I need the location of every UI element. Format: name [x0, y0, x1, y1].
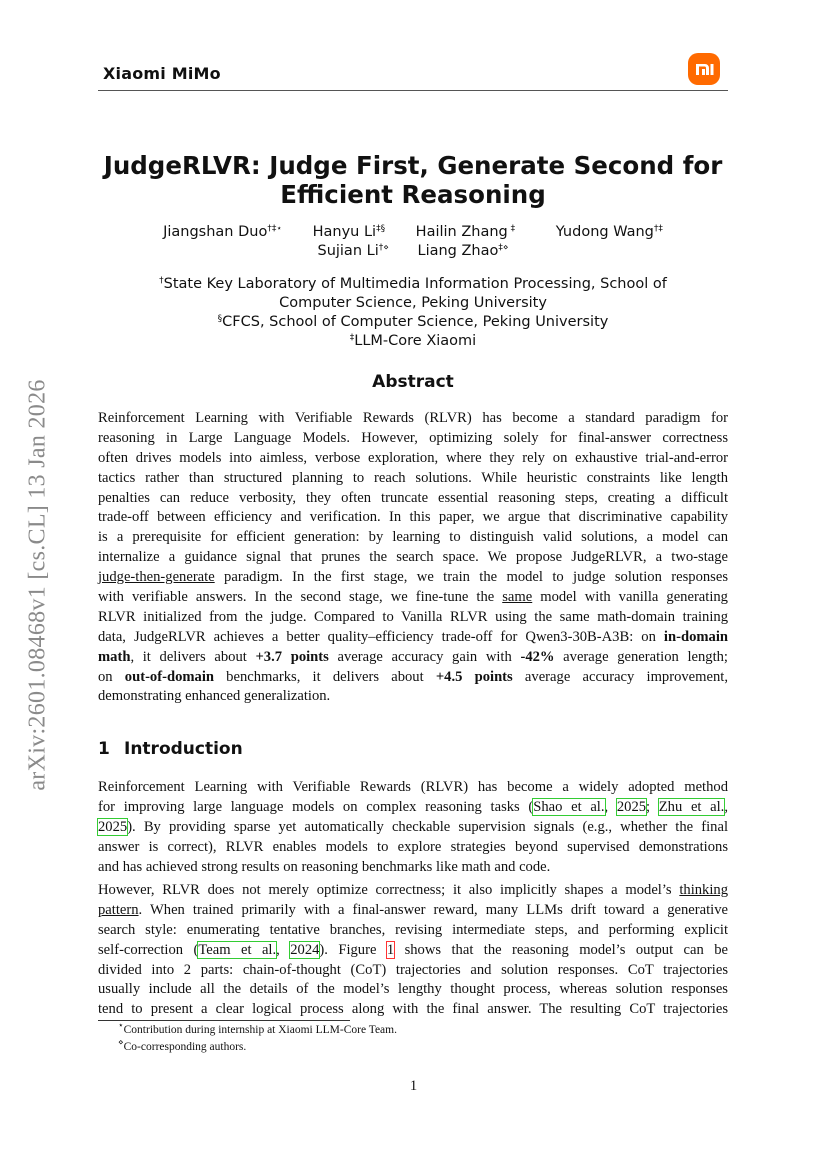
- section-heading: 1 Introduction: [98, 739, 243, 759]
- intro-paragraph-1: Reinforcement Learning with Verifiable Rewards (RLVR) has become a widely adopted method for improving large language models on complex reasoning tasks (Shao et al., 2025; Zhu et al., 2025). By providing sparse yet automatically checkable supervision signals (e.g., whether the final answer is correct), RLVR enables models to explore strategies beyond supervised demonstrations and has achieved strong results on reasoning benchmarks like math and code.: [98, 779, 728, 875]
- author: Sujian Li†⋄: [317, 243, 389, 259]
- author: Jiangshan Duo†‡⋆: [163, 224, 282, 240]
- intro-paragraph-2: However, RLVR does not merely optimize correctness; it also implicitly shapes a model’s thinking pattern. When trained primarily with a final-answer reward, many LLMs drift toward a generative search style: enumerating tentative branches, revising intermediate steps, and performing explicit self-correction (Team et al., 2024). Figure 1 shows that the reasoning model’s output can be divided into 2 parts: chain-of-thought (CoT) trajectories and solution responses. CoT trajectories usually include all the details of the model’s lengthy thought process, whereas solution responses tend to present a clear logical process along with the final answer. The resulting CoT trajectories: [98, 882, 728, 1018]
- page-number: 1: [409, 1078, 418, 1094]
- affiliation: ‡LLM-Core Xiaomi: [349, 333, 477, 349]
- citation-link[interactable]: Team et al.: [198, 941, 277, 958]
- author-row: [98, 243, 728, 259]
- figure-link[interactable]: 1: [386, 941, 395, 958]
- xiaomi-logo-icon: [688, 53, 720, 85]
- brand-name: Xiaomi MiMo: [103, 64, 221, 83]
- author: Liang Zhao‡⋄: [417, 243, 509, 259]
- citation-link[interactable]: Zhu et al.: [658, 798, 725, 815]
- citation-link[interactable]: Shao et al.: [533, 798, 605, 815]
- author-row: [98, 224, 728, 240]
- footnote-divider: [98, 1020, 350, 1021]
- author: Hanyu Li‡§: [312, 224, 386, 240]
- citation-link[interactable]: 2025: [616, 798, 647, 815]
- paper-title: [98, 151, 728, 209]
- abstract-heading: Abstract: [372, 372, 454, 392]
- citation-link[interactable]: 2024: [290, 941, 320, 958]
- author: Yudong Wang†‡: [555, 224, 663, 240]
- title-line: JudgeRLVR: Judge First, Generate Second for: [103, 151, 723, 180]
- arxiv-identifier: arXiv:2601.08468v1 [cs.CL] 13 Jan 2026: [24, 379, 51, 791]
- footnote: ⋄Co-corresponding authors.: [118, 1037, 247, 1053]
- affiliation: †State Key Laboratory of Multimedia Information Processing, School of Computer Science, Peking University: [159, 276, 667, 311]
- footnote: ⋆Contribution during internship at Xiaomi LLM-Core Team.: [118, 1020, 397, 1036]
- affiliation: §CFCS, School of Computer Science, Peking University: [217, 314, 609, 330]
- title-line: Efficient Reasoning: [280, 180, 546, 209]
- abstract-text: Reinforcement Learning with Verifiable Rewards (RLVR) has become a standard paradigm for reasoning in Large Language Models. However, optimizing solely for final-answer correctness often drives models into aimless, verbose exploration, where they rely on exhaustive trial-and-error tactics rather than structured planning to reach solutions. While heuristic constraints like length penalties can reduce verbosity, they often truncate essential reasoning steps, creating a difficult trade-off between efficiency and verification. In this paper, we argue that discriminative capability is a prerequisite for efficient generation: by learning to distinguish valid solutions, a model can internalize a guidance signal that prunes the search space. We propose JudgeRLVR, a two-stage judge-then-generate paradigm. In the first stage, we train the model to judge solution responses with verifiable answers. In the second stage, we fine-tune the same model with vanilla generating RLVR initialized from the judge. Compared to Vanilla RLVR using the same math-domain training data, JudgeRLVR achieves a better quality–efficiency trade-off for Qwen3-30B-A3B: on in-domain math, it delivers about +3.7 points average accuracy gain with -42% average generation length; on out-of-domain benchmarks, it delivers about +4.5 points average accuracy improvement, demonstrating enhanced generalization.: [98, 410, 728, 705]
- citation-link[interactable]: 2025: [98, 818, 128, 835]
- author: Hailin Zhang ‡: [415, 224, 516, 240]
- header-divider: [98, 90, 728, 91]
